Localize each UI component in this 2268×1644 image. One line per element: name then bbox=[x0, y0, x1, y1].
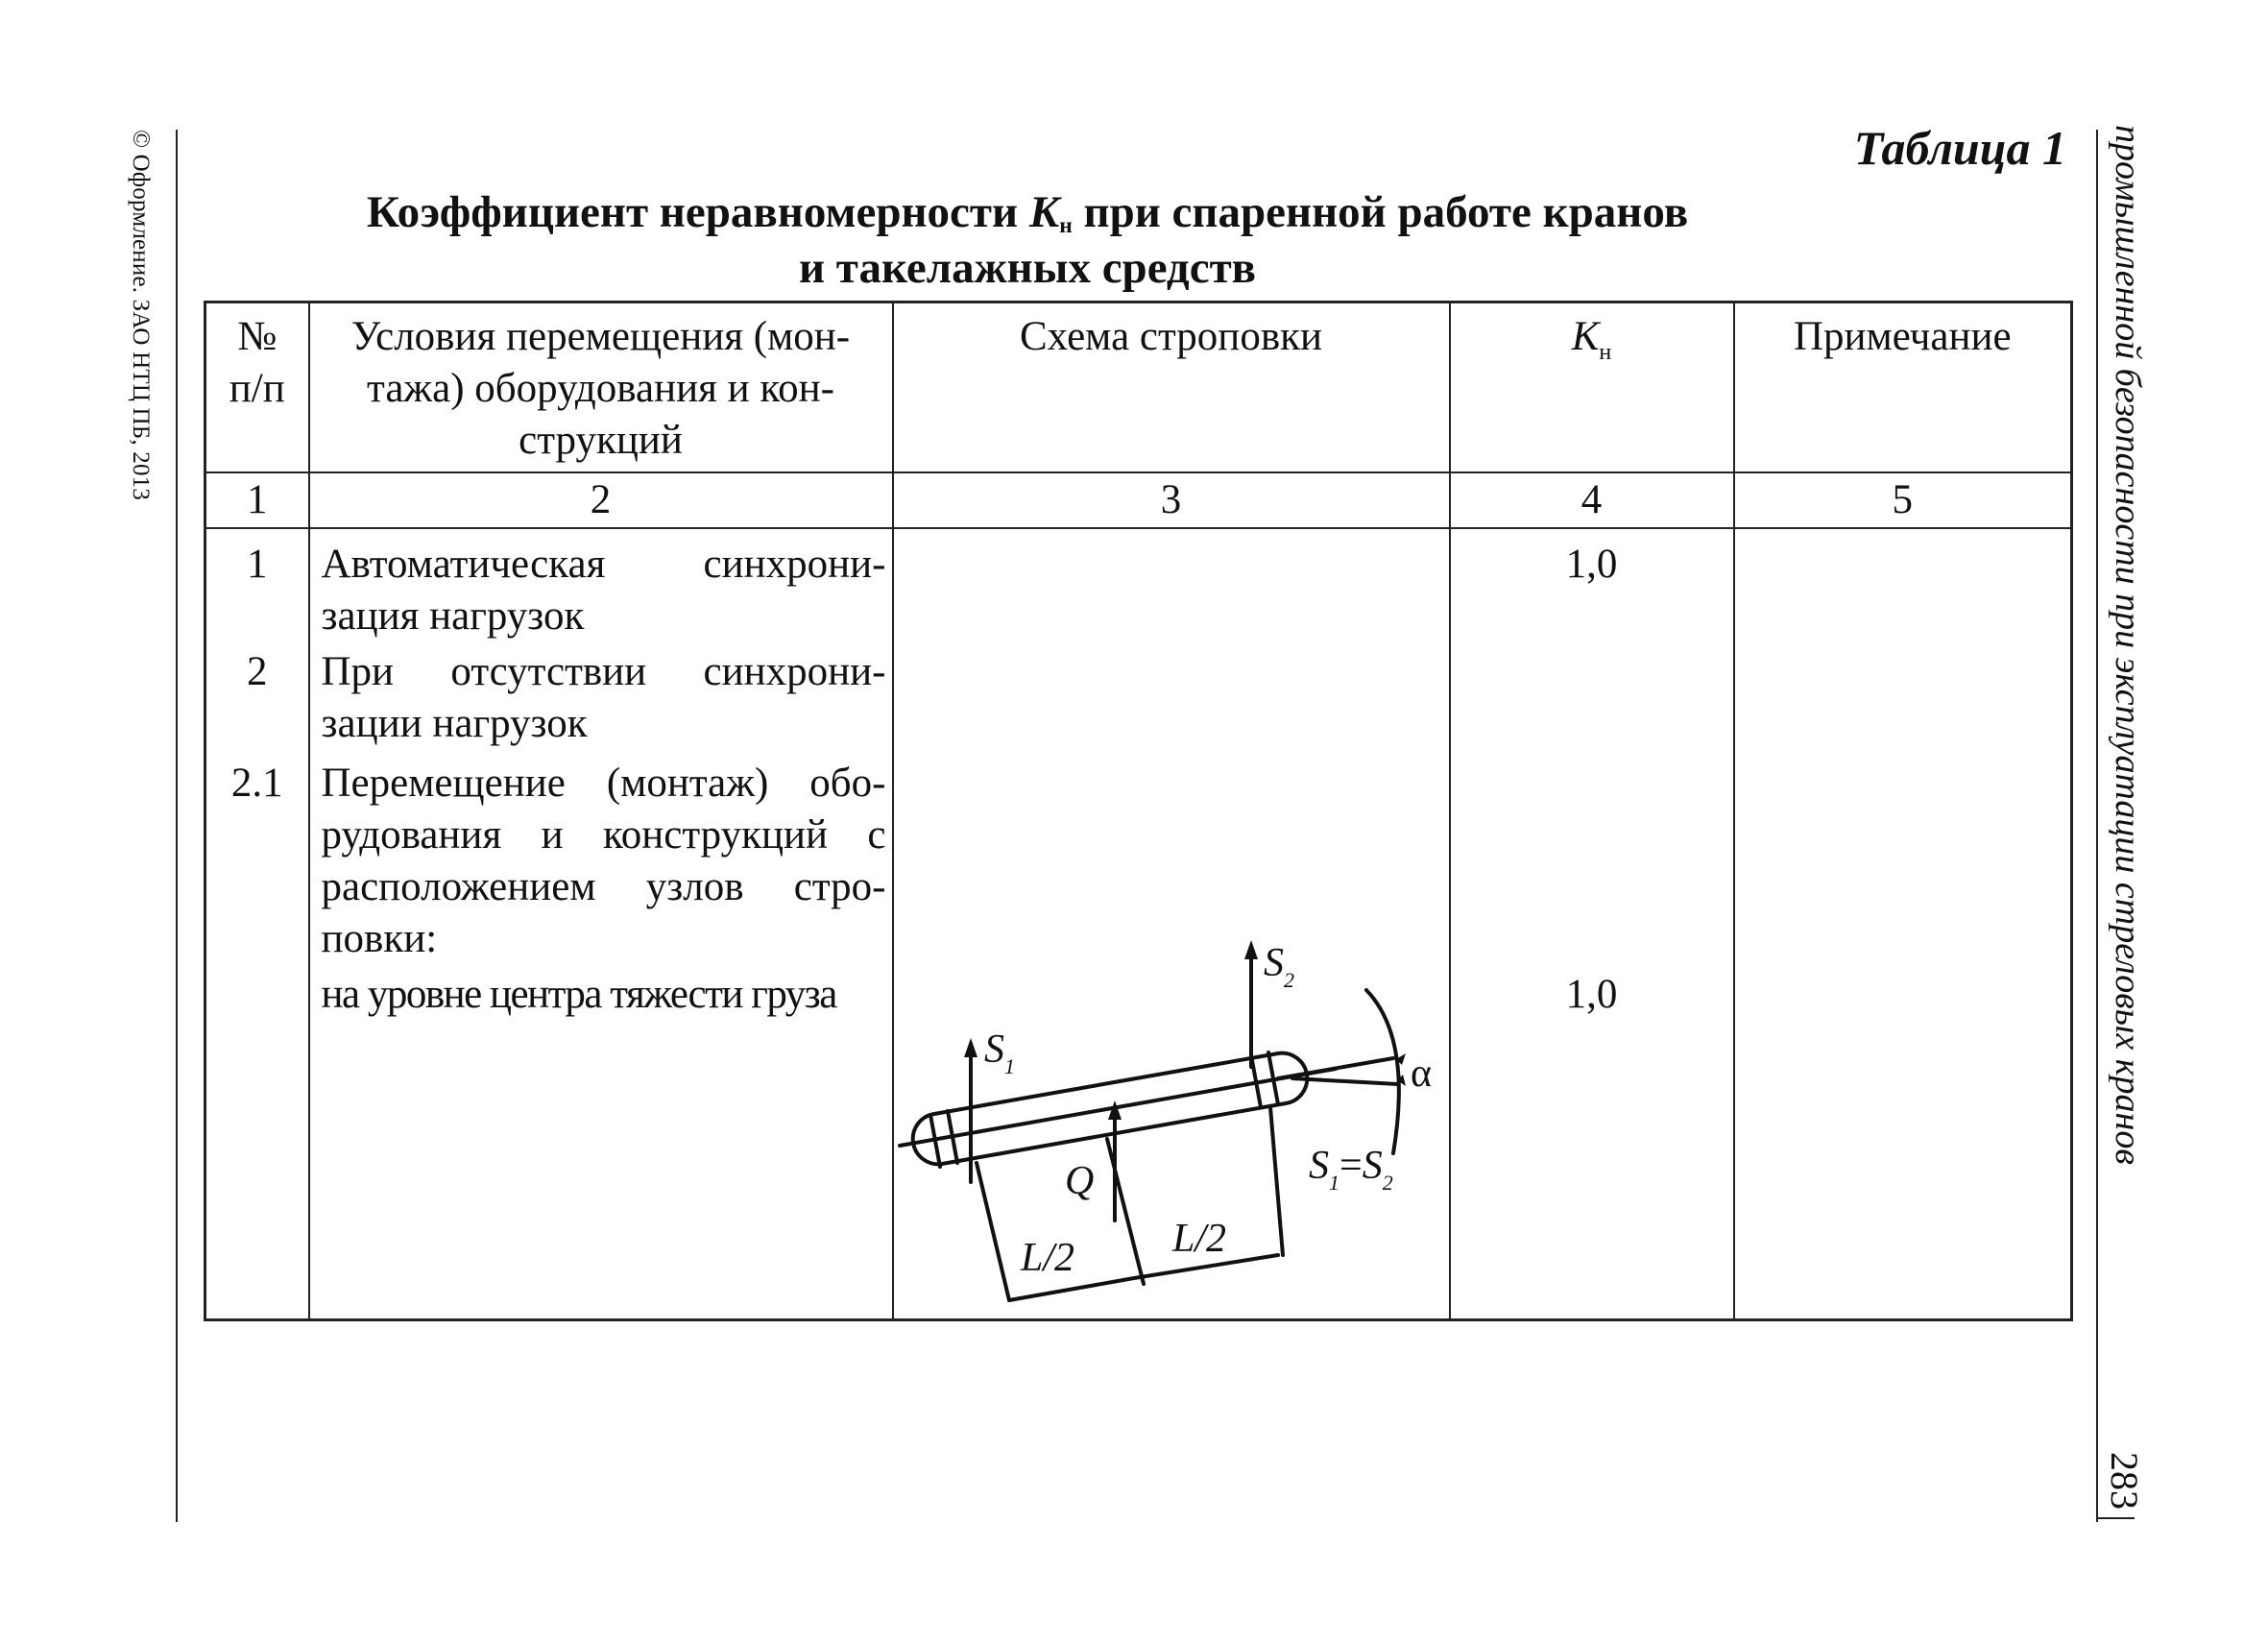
body-number-cell bbox=[205, 528, 309, 1320]
body-note-cell bbox=[1734, 528, 2072, 1320]
header-number-line-1: № bbox=[237, 314, 277, 359]
s1-label bbox=[984, 1028, 1015, 1078]
page-number: 283 bbox=[2103, 1452, 2146, 1510]
lower-dimension-line bbox=[1009, 1278, 1134, 1300]
table-label: Таблица 1 bbox=[1853, 121, 2066, 175]
header-kn-symbol: K bbox=[1571, 314, 1600, 359]
row-1-kn-value: 1,0 bbox=[1565, 542, 1618, 587]
column-number-5: 5 bbox=[1734, 472, 2072, 528]
header-note: Примечание bbox=[1734, 302, 2072, 473]
slinging-scheme-diagram bbox=[894, 529, 1451, 1318]
copyright-side-text: © Оформление. ЗАО НТЦ ПБ, 2013 bbox=[128, 130, 154, 501]
row-1-number: 1 bbox=[247, 542, 268, 587]
row-1-text-line-1: Автоматическая синхрони- bbox=[321, 542, 886, 587]
column-number-row bbox=[205, 472, 2072, 528]
header-conditions-line-2: тажа) оборудования и кон- bbox=[367, 366, 834, 411]
s1-subscript: 1 bbox=[1003, 1054, 1015, 1078]
right-margin-rule bbox=[2096, 130, 2098, 1522]
running-header-side-text: промышленной безопасности при эксплуатации стреловых кранов bbox=[2108, 125, 2148, 1165]
row-2-text-line-1: При отсутствии синхрони- bbox=[321, 649, 886, 694]
title-text-before: Коэффициент неравномерности bbox=[366, 187, 1029, 237]
eq-s2-symbol: S bbox=[1362, 1144, 1383, 1188]
header-conditions-line-1: Условия перемещения (мон- bbox=[350, 314, 851, 359]
header-conditions-line-3: струкций bbox=[519, 418, 683, 463]
row-1-text-line-2: зация нагрузок bbox=[321, 593, 585, 639]
alpha-label: α bbox=[1410, 1052, 1432, 1096]
s1-symbol: S bbox=[983, 1028, 1004, 1072]
column-number-4: 4 bbox=[1450, 472, 1734, 528]
header-kn-subscript: н bbox=[1599, 340, 1612, 365]
row-2-number: 2 bbox=[247, 649, 268, 694]
eq-sign: = bbox=[1339, 1144, 1363, 1188]
table-header-row bbox=[205, 302, 2072, 473]
table-title-line-2: и такелажных средств bbox=[798, 243, 1257, 293]
column-number-2: 2 bbox=[309, 472, 893, 528]
row-2-text-line-2: зации нагрузок bbox=[321, 701, 588, 746]
s1-arrowhead bbox=[964, 1038, 977, 1057]
body-kn-cell bbox=[1450, 528, 1734, 1320]
s2-symbol: S bbox=[1263, 941, 1284, 985]
s2-subscript: 2 bbox=[1283, 968, 1294, 992]
body-scheme-cell bbox=[893, 528, 1450, 1320]
header-conditions bbox=[309, 302, 893, 473]
column-number-1: 1 bbox=[205, 472, 309, 528]
center-extension-line bbox=[1107, 1139, 1144, 1284]
row-2-1-text-line-4: повки: bbox=[321, 916, 438, 961]
row-2-1-text-line-5: на уровне центра тяжести груза bbox=[321, 972, 836, 1017]
row-2-1-text-line-2: рудования и конструкций с bbox=[321, 812, 886, 858]
header-number-line-2: п/п bbox=[229, 366, 285, 411]
right-half-length-label: L/2 bbox=[1171, 1217, 1226, 1261]
title-k-symbol: K bbox=[1028, 187, 1060, 237]
s2-label bbox=[1264, 941, 1294, 992]
column-number-3: 3 bbox=[893, 472, 1450, 528]
row-2-1-text-line-3: расположением узлов стро- bbox=[321, 864, 886, 909]
coefficient-table bbox=[204, 301, 2073, 1321]
header-number bbox=[205, 302, 309, 473]
title-text-after: при спаренной работе кранов bbox=[1072, 187, 1689, 237]
table-body-row bbox=[205, 528, 2072, 1320]
equality-label bbox=[1309, 1144, 1393, 1195]
left-extension-line bbox=[977, 1163, 1009, 1300]
row-2-1-number: 2.1 bbox=[230, 761, 283, 806]
left-half-length-label: L/2 bbox=[1020, 1236, 1074, 1280]
row-2-1-text-line-1: Перемещение (монтаж) обо- bbox=[321, 761, 886, 806]
eq-s1-subscript: 1 bbox=[1328, 1171, 1339, 1195]
row-2-1-kn-value: 1,0 bbox=[1565, 972, 1618, 1017]
right-extension-line bbox=[1270, 1107, 1283, 1255]
s2-arrowhead bbox=[1244, 940, 1258, 959]
header-kn bbox=[1450, 302, 1734, 473]
axis-extension-line bbox=[1278, 1058, 1393, 1078]
eq-s2-subscript: 2 bbox=[1382, 1171, 1393, 1195]
header-scheme: Схема строповки bbox=[893, 302, 1450, 473]
right-margin-rule-foot bbox=[2096, 1517, 2135, 1519]
q-label: Q bbox=[1064, 1159, 1094, 1203]
angle-arc bbox=[1366, 990, 1399, 1153]
left-margin-rule bbox=[176, 130, 178, 1522]
title-k-subscript: н bbox=[1059, 212, 1073, 238]
eq-s1-symbol: S bbox=[1308, 1144, 1329, 1188]
body-conditions-cell bbox=[309, 528, 893, 1320]
